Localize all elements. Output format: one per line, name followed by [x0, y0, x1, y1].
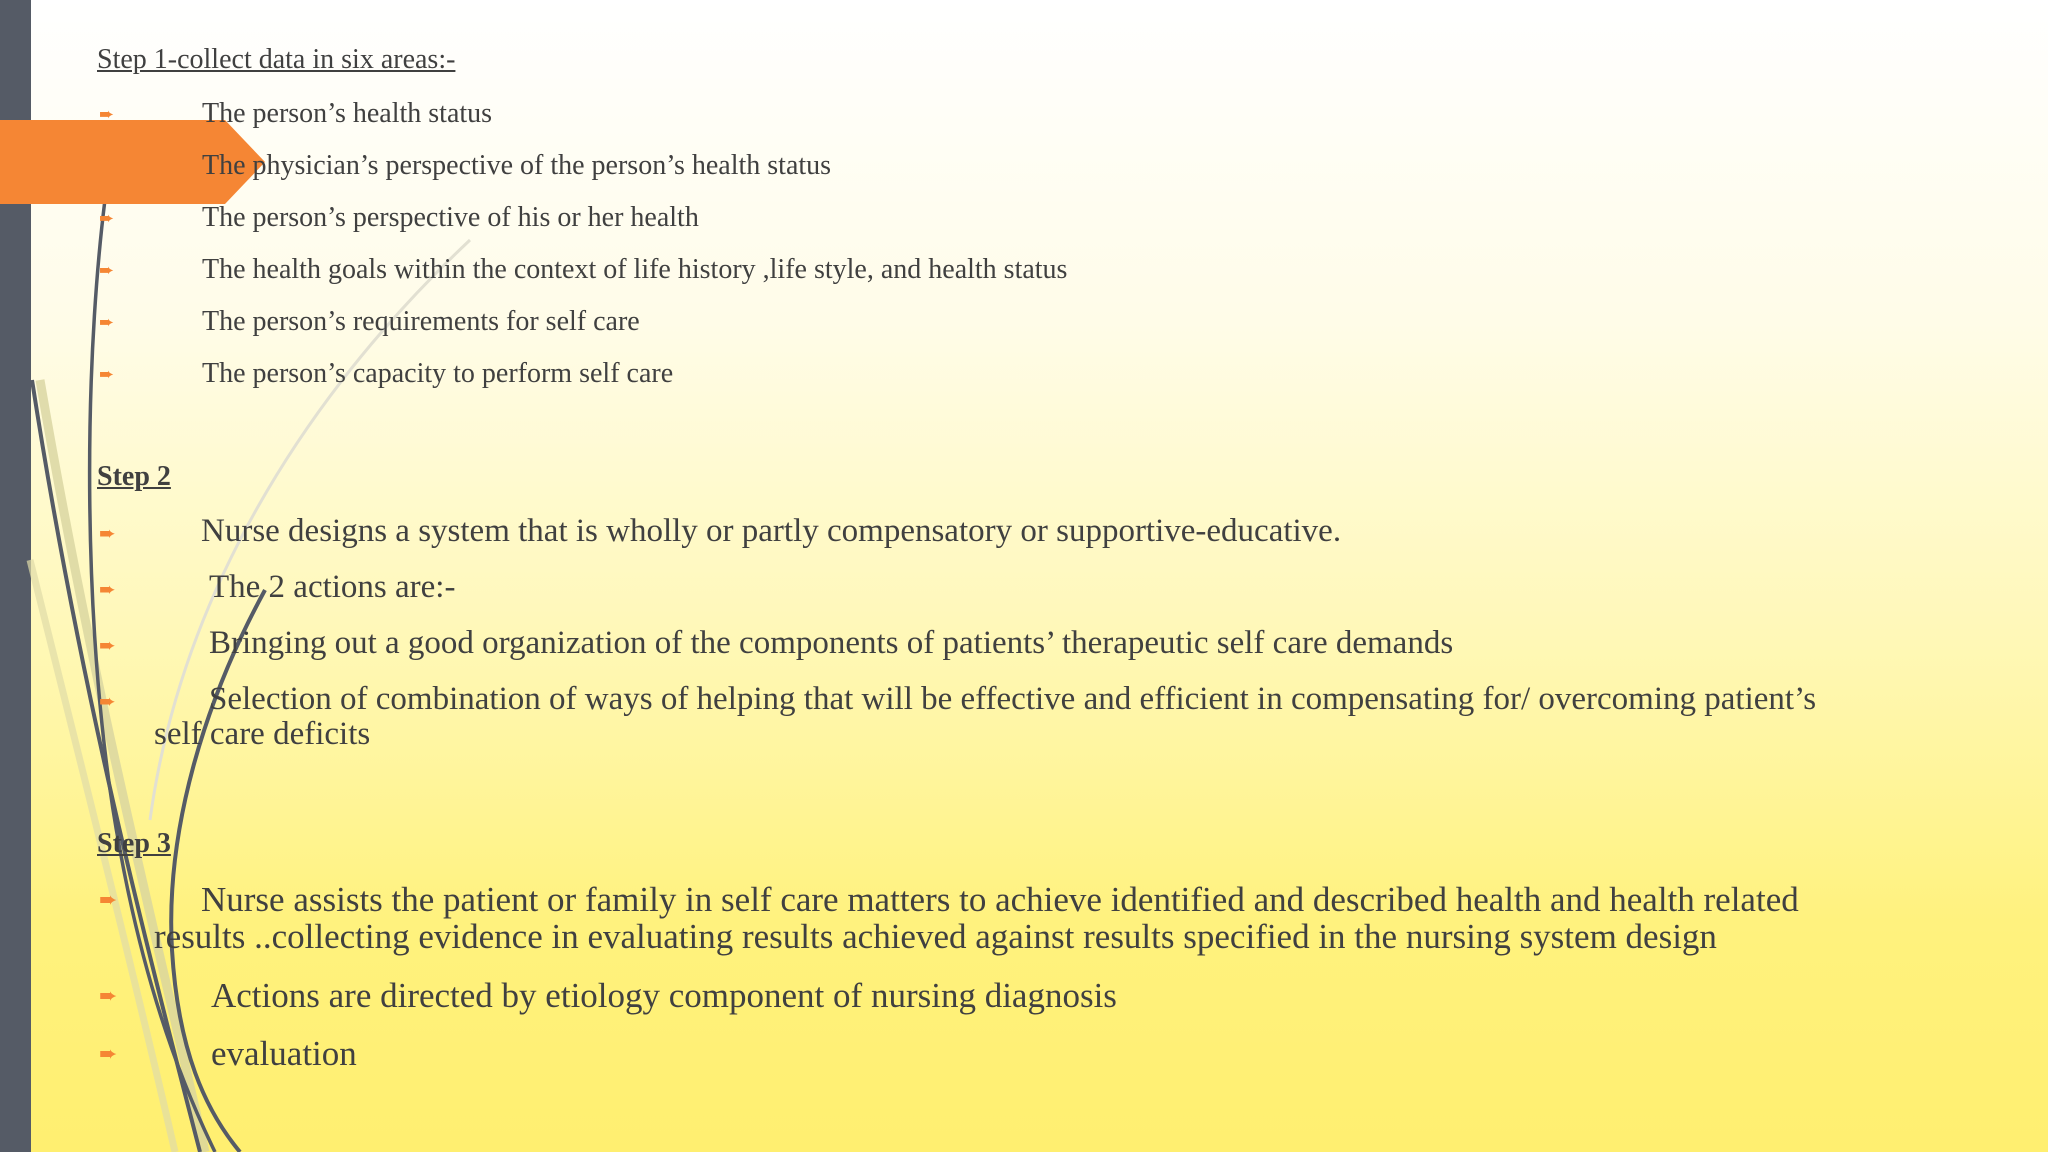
step1-item-text: The person’s perspective of his or her health — [202, 202, 699, 233]
step2-item-text: The 2 actions are:- — [209, 569, 456, 605]
step3-item-text: Actions are directed by etiology component of nursing diagnosis — [211, 976, 1117, 1015]
step1-item-text: The person’s health status — [202, 98, 493, 129]
step2-item-text: Selection of combination of ways of helping that will be effective and efficient in compensating for/ overcoming patient’s — [209, 681, 1817, 717]
step3-heading: Step 3 — [97, 828, 171, 859]
arrow-bullet-icon: ➨ — [99, 577, 116, 601]
arrow-bullet-icon: ➨ — [99, 104, 115, 125]
arrow-bullet-icon: ➨ — [99, 888, 118, 913]
arrow-bullet-icon: ➨ — [99, 156, 115, 177]
step2-item-text: Nurse designs a system that is wholly or partly compensatory or supportive-educative. — [201, 513, 1342, 549]
curve-line — [32, 380, 200, 1152]
step3-item-text: Nurse assists the patient or family in self care matters to achieve identified and described health and health related — [201, 880, 1799, 919]
step1-item-text: The person’s capacity to perform self care — [202, 358, 674, 389]
step3-item-text: evaluation — [211, 1034, 357, 1073]
arrow-bullet-icon: ➨ — [99, 312, 115, 333]
arrow-bullet-icon: ➨ — [99, 1042, 118, 1067]
arrow-bullet-icon: ➨ — [99, 208, 115, 229]
arrow-bullet-icon: ➨ — [99, 521, 116, 545]
step2-heading: Step 2 — [97, 461, 171, 492]
step1-item-text: The physician’s perspective of the person’s health status — [202, 150, 832, 181]
step3-item-continuation: results ..collecting evidence in evaluating results achieved against results specified in the nursing system design — [154, 917, 1717, 956]
step2-item-text: Bringing out a good organization of the components of patients’ therapeutic self care demands — [209, 625, 1454, 661]
arrow-bullet-icon: ➨ — [99, 689, 116, 713]
arrow-bullet-icon: ➨ — [99, 984, 118, 1009]
arrow-bullet-icon: ➨ — [99, 260, 115, 281]
step1-item-text: The health goals within the context of life history ,life style, and health status — [202, 254, 1068, 285]
step1-heading: Step 1-collect data in six areas:- — [97, 44, 456, 75]
step1-item-text: The person’s requirements for self care — [202, 306, 640, 337]
step2-item-continuation: self care deficits — [154, 716, 371, 752]
curve-line — [40, 380, 205, 1152]
arrow-bullet-icon: ➨ — [99, 633, 116, 657]
arrow-bullet-icon: ➨ — [99, 364, 115, 385]
